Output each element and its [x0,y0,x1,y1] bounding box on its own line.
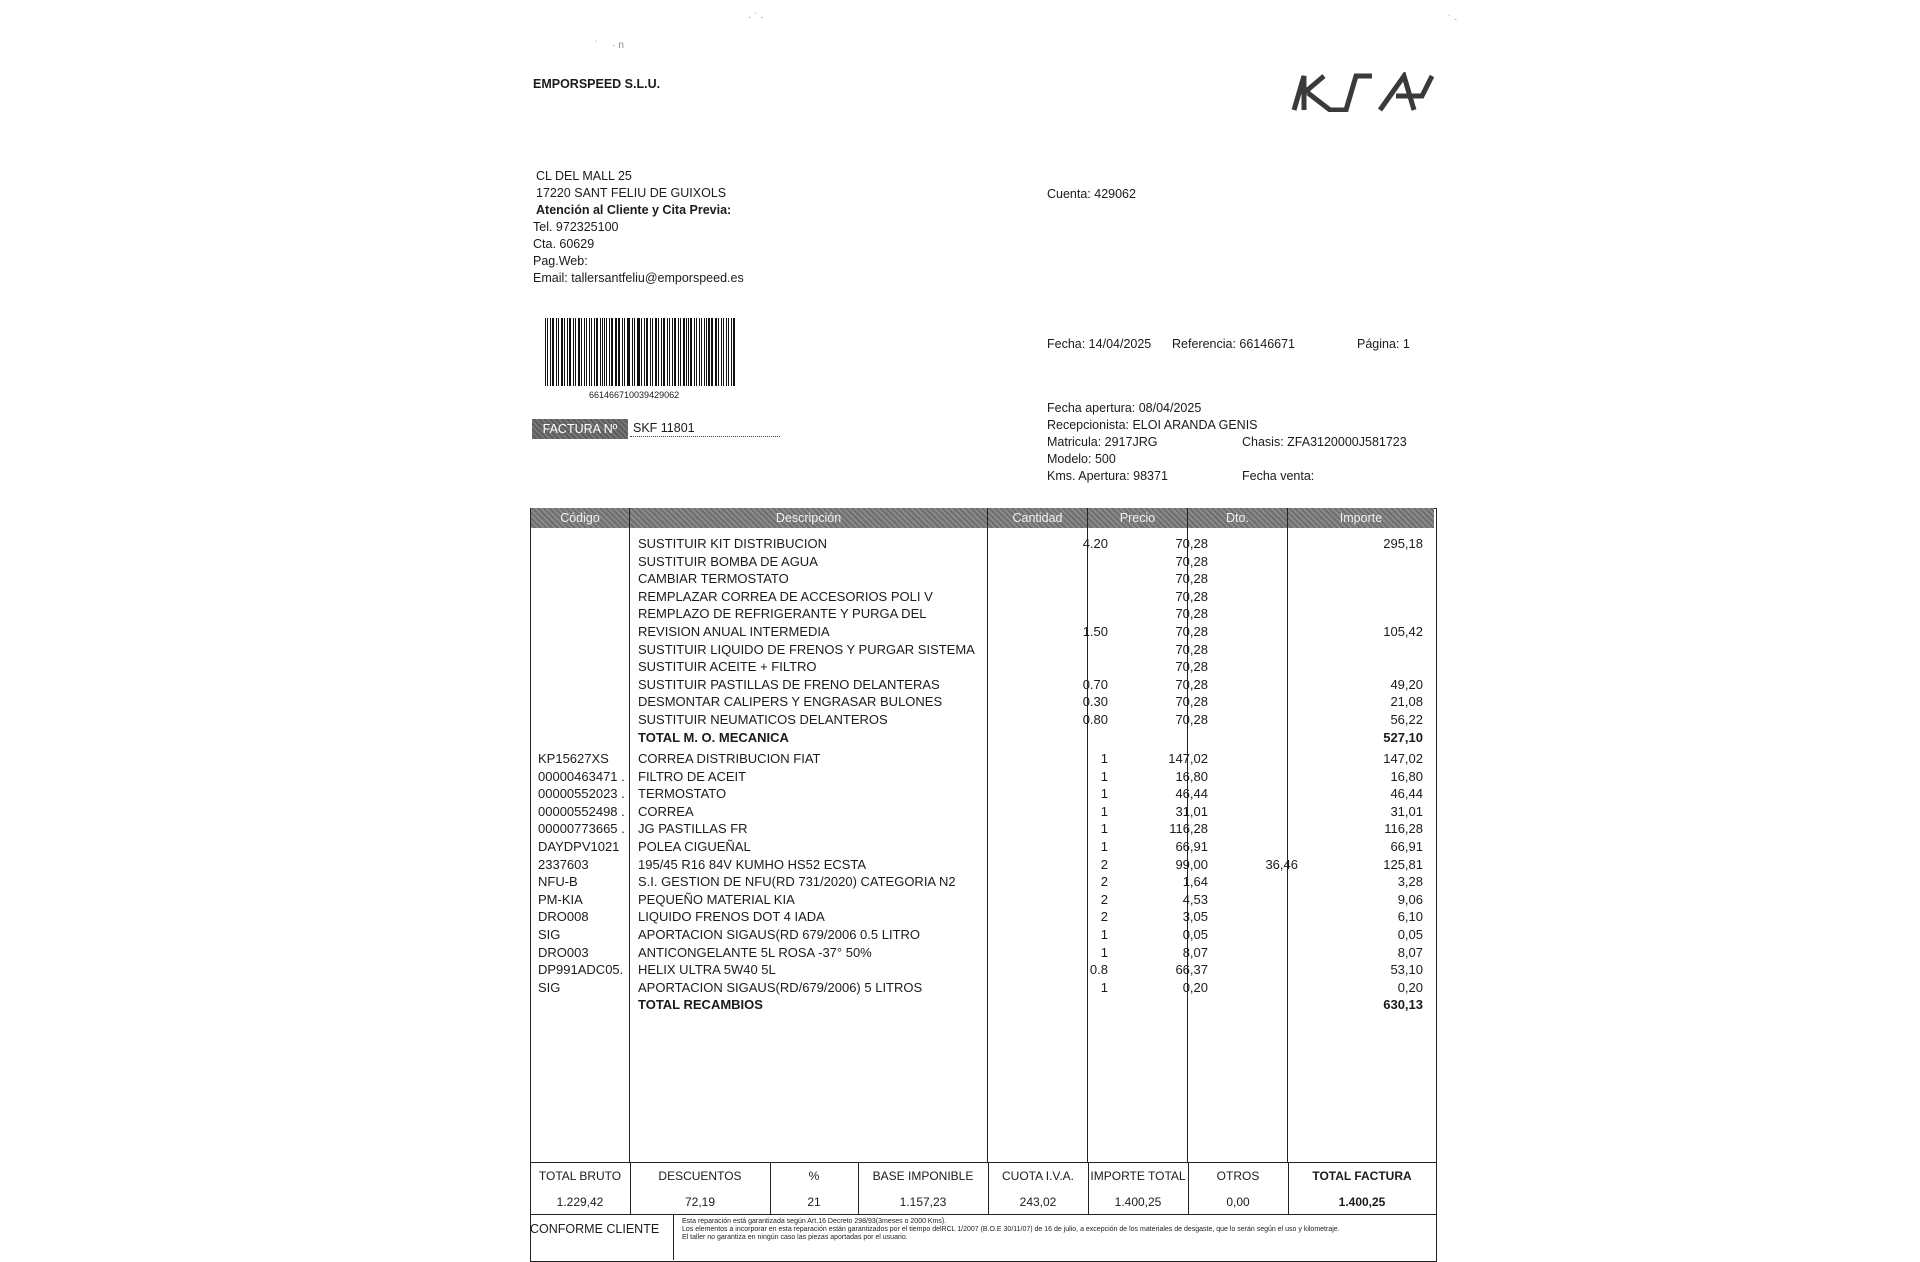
totals-value: 1.157,23 [899,1195,947,1209]
barcode-bar [674,318,676,386]
totals-label: OTROS [1216,1169,1260,1183]
factura-label: FACTURA Nº [532,419,628,439]
cell-code: DP991ADC05. [538,962,624,978]
barcode-bar [683,318,685,386]
barcode-bar [646,318,648,386]
cell-price: 70,28 [1175,624,1208,639]
legal-line: Los elementos a incorporar en esta reparación están garantizados por el tiempo delRCL 1/2007 (B.O.E 30/11/07) de 16 de julio, a excepción de los materiales de desgaste, que lo serán según el uso y kilometraje. [682,1226,1340,1233]
cell-qty: 2 [1100,856,1108,872]
factura-number: SKF 11801 [633,421,695,435]
barcode-bar [611,318,613,386]
barcode-bar [728,318,730,386]
cell-price: 16,80 [1175,768,1208,784]
barcode-bar [706,318,707,386]
barcode-bar [602,318,603,386]
barcode-bar [632,318,633,386]
barcode-bar [678,318,680,386]
barcode-bar [578,318,580,386]
cell-qty: 0.30 [1082,694,1108,710]
cell-price: 147,02 [1168,751,1208,766]
barcode-bar [552,318,554,386]
barcode-bar [704,318,705,386]
barcode-bar [655,318,657,386]
cell-imp: 9,06 [1397,891,1423,907]
barcode-bar [624,318,625,386]
totals-label: IMPORTE TOTAL [1090,1169,1186,1183]
cell-imp: 6,10 [1397,909,1423,925]
cell-imp: 66,91 [1390,839,1423,854]
cell-qty: 2 [1100,874,1108,890]
cell-price: 70,28 [1175,712,1208,727]
account-cta: Cta. 60629 [533,237,595,251]
cell-price: 46,44 [1175,786,1208,802]
legal-line: El taller no garantiza en ningún caso las piezas aportadas por el usuario. [682,1234,908,1241]
cell-price: 70,28 [1175,588,1208,604]
barcode-bar [627,318,628,386]
cell-desc: REMPLAZO DE REFRIGERANTE Y PURGA DEL [638,606,927,622]
legal-line: Esta reparación está garantizada según Art.16 Decreto 298/93(3meses o 2000 Kms). [682,1218,947,1225]
barcode-bar [718,318,720,386]
header-descripcion: Descripción [630,508,988,528]
cell-imp: 8,07 [1397,944,1423,960]
cell-imp: 0,20 [1397,979,1423,995]
totals-value: 1.400,25 [1114,1195,1162,1209]
cell-desc: JG PASTILLAS FR [638,821,748,837]
scan-speck: ˙ · n [595,40,624,51]
cell-price: 70,28 [1175,571,1208,587]
table-row [530,535,1435,553]
barcode-bar [634,318,636,386]
cell-price: 0,05 [1182,927,1208,942]
cell-code: PM-KIA [538,891,583,907]
cell-desc: APORTACION SIGAUS(RD/679/2006) 5 LITROS [638,979,923,995]
barcode-number: 661466710039429062 [589,390,680,400]
totals-value: 0,00 [1226,1195,1250,1209]
barcode-bar [667,318,668,386]
cell-code: 00000552023 . [538,786,625,802]
barcode-bar [672,318,673,386]
cell-imp: 31,01 [1390,803,1423,819]
totals-label: BASE IMPONIBLE [872,1169,974,1183]
cell-price: 8,07 [1182,944,1208,960]
cell-desc: APORTACION SIGAUS(RD 679/2006 0.5 LITRO [638,927,921,942]
factura-dotted-line [630,424,780,437]
cell-qty: 1 [1100,944,1108,960]
legal-text [682,1218,1422,1242]
cell-desc: SUSTITUIR PASTILLAS DE FRENO DELANTERAS [638,676,940,692]
cell-code: DAYDPV1021 [538,839,620,854]
barcode-bar [726,318,727,386]
totals-label: DESCUENTOS [658,1169,742,1183]
header-dto: Dto. [1188,508,1288,528]
cell-desc: DESMONTAR CALIPERS Y ENGRASAR BULONES [638,694,943,710]
cell-imp: 527,10 [1383,729,1423,745]
barcode-bar [661,318,663,386]
cell-imp: 147,02 [1383,751,1423,766]
cell-qty: 1 [1100,751,1108,766]
cell-code: SIG [538,927,561,942]
cell-imp: 125,81 [1383,856,1423,872]
table-row [530,996,1435,1014]
cell-qty: 2 [1100,909,1108,925]
cuenta: Cuenta: 429062 [1047,187,1136,201]
cell-qty: 1 [1100,786,1108,802]
cell-imp: 630,13 [1383,997,1423,1013]
cell-price: 31,01 [1175,803,1208,819]
cell-desc: TOTAL RECAMBIOS [638,997,763,1013]
cell-price: 70,28 [1175,659,1208,675]
cell-imp: 105,42 [1383,624,1423,639]
barcode-bar [690,318,692,386]
matricula: Matricula: 2917JRG [1047,435,1158,449]
barcode-bar [600,318,601,386]
modelo: Modelo: 500 [1047,452,1116,466]
cell-imp: 21,08 [1390,694,1423,710]
conforme-cliente: CONFORME CLIENTE [530,1222,660,1236]
cell-qty: 1 [1100,768,1108,784]
referencia: Referencia: 66146671 [1172,337,1296,351]
cell-qty: 0.80 [1082,712,1108,727]
totals-value: 243,02 [1019,1195,1057,1209]
cell-price: 1,64 [1182,874,1208,890]
header-cantidad: Cantidad [988,508,1088,528]
totals-value: 21 [807,1195,821,1209]
barcode-bar [721,318,722,386]
totals-label: CUOTA I.V.A. [1001,1169,1075,1183]
table-row [530,693,1435,711]
scan-speck: ˙ · [1448,14,1458,25]
cell-qty: 1 [1100,839,1108,854]
barcode-bar [589,318,590,386]
barcode-bar [594,318,595,386]
cell-desc: SUSTITUIR BOMBA DE AGUA [638,553,818,569]
table-row [530,961,1435,979]
barcode-bar [558,318,559,386]
cell-desc: CORREA [638,803,694,819]
table-row [530,891,1435,909]
cell-desc: PEQUEÑO MATERIAL KIA [638,891,795,907]
cell-code: 00000773665 . [538,821,625,837]
barcode-bar [606,318,607,386]
barcode-bar [604,318,605,386]
barcode-bar [550,318,551,386]
totals-label: % [808,1169,820,1183]
cell-desc: SUSTITUIR ACEITE + FILTRO [638,659,817,675]
cell-code: DRO003 [538,944,589,960]
cell-qty: 2 [1100,891,1108,907]
address-line1: CL DEL MALL 25 [536,169,632,183]
barcode-bar [641,318,643,386]
barcode-bar [575,318,577,386]
cell-code: 00000463471 . [538,768,625,784]
cell-price: 116,28 [1169,821,1208,837]
cell-imp: 0,05 [1397,927,1423,942]
barcode-bar [618,318,620,386]
cell-qty: 4.20 [1082,536,1108,551]
cell-price: 70,28 [1175,694,1208,710]
totals-value: 1.229,42 [556,1195,604,1209]
phone: Tel. 972325100 [533,220,619,234]
table-row [530,605,1435,623]
cell-dto: 36,46 [1265,856,1298,872]
cell-desc: SUSTITUIR KIT DISTRIBUCION [638,536,827,551]
barcode-bar [547,318,549,386]
footer-divider [673,1214,674,1260]
cell-qty: 0.8 [1089,962,1108,978]
cell-code: DRO008 [538,909,589,925]
cell-imp: 49,20 [1390,676,1423,692]
barcode-bar [658,318,659,386]
cell-imp: 46,44 [1390,786,1423,802]
table-row [530,588,1435,606]
cell-code: NFU-B [538,874,578,890]
barcode-bar [733,318,735,386]
barcode-bar [564,318,566,386]
cell-imp: 16,80 [1390,768,1423,784]
chasis: Chasis: ZFA3120000J581723 [1242,435,1407,449]
totals-bottom-line [530,1214,1436,1215]
barcode-bar [708,318,710,386]
table-row [530,803,1435,821]
cell-desc: POLEA CIGUEÑAL [638,839,751,854]
cell-desc: FILTRO DE ACEIT [638,768,747,784]
barcode-bar [723,318,724,386]
cell-qty: 0.70 [1082,676,1108,692]
cell-desc: HELIX ULTRA 5W40 5L [638,962,776,978]
table-row [530,750,1435,768]
barcode-bar [545,318,546,386]
table-row [530,785,1435,803]
address-line2: 17220 SANT FELIU DE GUIXOLS [536,186,727,200]
company-name: EMPORSPEED S.L.U. [533,77,661,91]
barcode-bar [699,318,700,386]
table-row [530,768,1435,786]
totals-top-line [530,1162,1436,1163]
table-row [530,979,1435,997]
barcode-bar [688,318,689,386]
cell-code: SIG [538,979,561,995]
barcode-bar [663,318,665,386]
cell-price: 0,20 [1182,979,1208,995]
table-row [530,926,1435,944]
totals-label: TOTAL BRUTO [538,1169,622,1183]
recepcionista: Recepcionista: ELOI ARANDA GENIS [1047,418,1258,432]
cell-desc: REVISION ANUAL INTERMEDIA [638,624,830,639]
barcode-bar [586,318,587,386]
attention-label: Atención al Cliente y Cita Previa: [536,203,732,217]
cell-price: 70,28 [1175,676,1208,692]
barcode-bar [628,318,630,386]
cell-code: 2337603 [538,856,589,872]
totals-label: TOTAL FACTURA [1312,1169,1412,1183]
barcode-bar [609,318,611,386]
barcode-bar [615,318,617,386]
table-row [530,729,1435,747]
cell-imp: 53,10 [1390,962,1423,978]
barcode-bar [622,318,623,386]
web: Pag.Web: [533,254,588,268]
cell-price: 70,28 [1175,606,1208,622]
cell-price: 70,28 [1175,641,1208,657]
cell-imp: 116,28 [1384,821,1423,837]
barcode-bar [686,318,687,386]
cell-price: 70,28 [1175,553,1208,569]
barcode-bar [561,318,563,386]
cell-desc: CAMBIAR TERMOSTATO [638,571,789,587]
kms-apertura: Kms. Apertura: 98371 [1047,469,1168,483]
table-row [530,711,1435,729]
table-row [530,553,1435,571]
cell-price: 3,05 [1182,909,1208,925]
cell-desc: SUSTITUIR NEUMATICOS DELANTEROS [638,712,888,727]
barcode-icon [545,318,737,386]
fecha: Fecha: 14/04/2025 [1047,337,1152,351]
cell-price: 4,53 [1182,891,1208,907]
fecha-venta: Fecha venta: [1242,469,1315,483]
cell-price: 99,00 [1175,856,1208,872]
barcode-bar [637,318,639,386]
table-row [530,838,1435,856]
barcode-bar [581,318,582,386]
cell-imp: 56,22 [1390,712,1423,727]
table-row [530,820,1435,838]
table-row [530,658,1435,676]
header-importe: Importe [1288,508,1434,528]
barcode-bar [701,318,702,386]
cell-code: KP15627XS [538,751,609,766]
cell-imp: 295,18 [1383,536,1423,551]
barcode-bar [584,318,586,386]
table-row [530,623,1435,641]
barcode-bar [644,318,645,386]
table-row [530,873,1435,891]
barcode-bar [556,318,558,386]
header-precio: Precio [1088,508,1188,528]
scan-speck: · ˙ · [748,12,764,23]
barcode-bar [731,318,732,386]
barcode-bar [711,318,713,386]
table-row [530,641,1435,659]
cell-desc: SUSTITUIR LIQUIDO DE FRENOS Y PURGAR SISTEMA [638,641,975,657]
cell-qty: 1 [1100,803,1108,819]
cell-price: 66,91 [1175,839,1208,854]
cell-qty: 1.50 [1082,624,1108,639]
barcode-bar [569,318,571,386]
cell-qty: 1 [1100,927,1108,942]
barcode-bar [696,318,698,386]
cell-desc: REMPLAZAR CORREA DE ACCESORIOS POLI V [638,588,933,604]
barcode-bar [669,318,671,386]
cell-qty: 1 [1100,821,1108,837]
barcode-bar [573,318,574,386]
totals-value: 72,19 [684,1195,716,1209]
cell-qty: 1 [1100,979,1108,995]
totals-value: 1.400,25 [1338,1195,1386,1209]
barcode-bar [715,318,717,386]
pagina: Página: 1 [1357,337,1410,351]
table-row [530,676,1435,694]
cell-desc: TERMOSTATO [638,786,727,802]
cell-imp: 3,28 [1397,874,1423,890]
cell-desc: S.I. GESTION DE NFU(RD 731/2020) CATEGORIA N2 [638,874,956,890]
table-row [530,856,1435,874]
barcode-bar [650,318,651,386]
cell-desc: LIQUIDO FRENOS DOT 4 IADA [638,909,825,925]
email: Email: tallersantfeliu@emporspeed.es [533,271,744,285]
table-row [530,908,1435,926]
cell-desc: CORREA DISTRIBUCION FIAT [638,751,821,766]
barcode-bar [591,318,593,386]
fecha-apertura: Fecha apertura: 08/04/2025 [1047,401,1202,415]
barcode-bar [567,318,568,386]
cell-code: 00000552498 . [538,803,625,819]
barcode-bar [652,318,654,386]
table-row [530,570,1435,588]
kia-logo-icon [1290,72,1438,112]
cell-price: 70,28 [1175,536,1208,551]
cell-price: 66,37 [1175,962,1208,978]
barcode-bar [596,318,598,386]
barcode-bar [694,318,695,386]
barcode-bar [680,318,681,386]
cell-desc: TOTAL M. O. MECANICA [638,729,789,745]
cell-desc: 195/45 R16 84V KUMHO HS52 ECSTA [638,856,867,872]
header-codigo: Código [531,508,630,528]
cell-desc: ANTICONGELANTE 5L ROSA -37° 50% [638,944,872,960]
table-row [530,944,1435,962]
